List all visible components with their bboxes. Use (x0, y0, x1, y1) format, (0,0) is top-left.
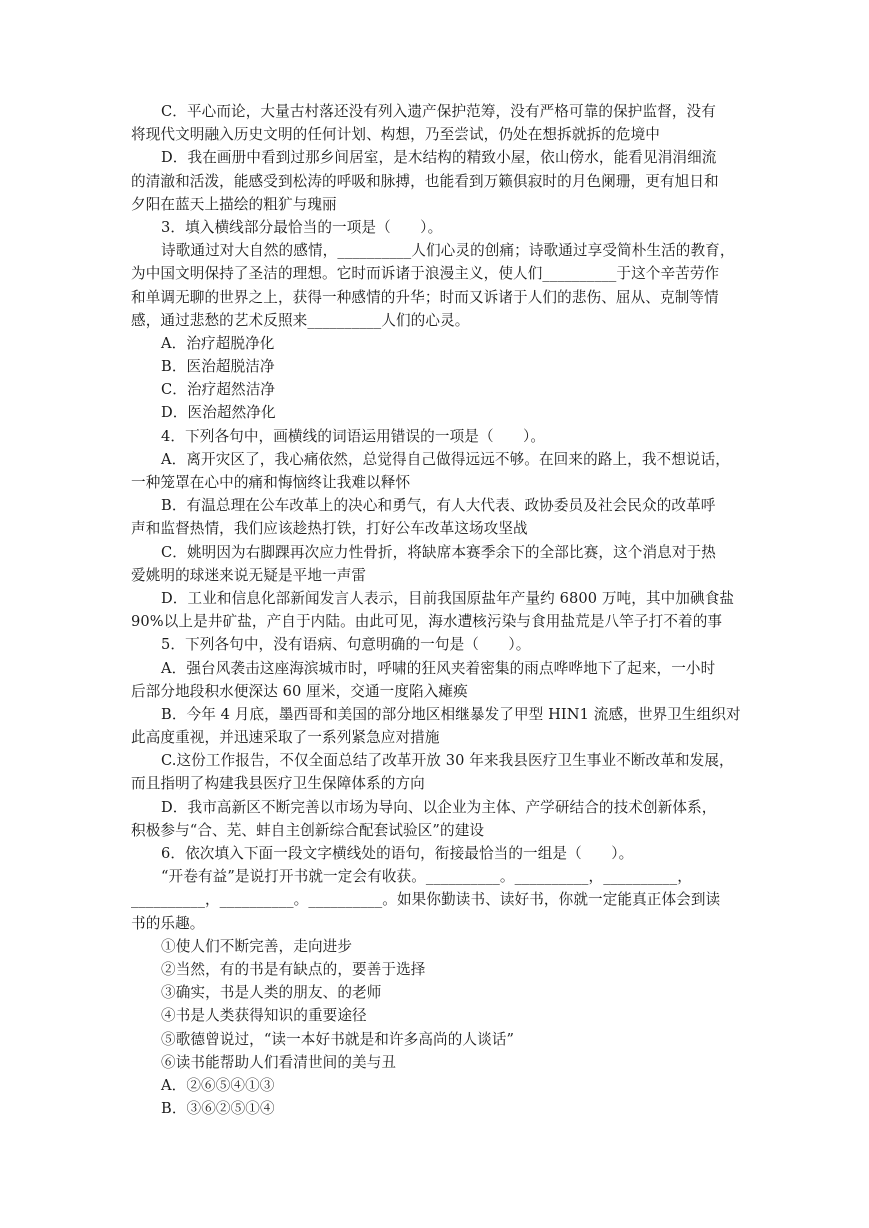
text-line: D．我在画册中看到过那乡间居室，是木结构的精致小屋，依山傍水，能看见涓涓细流 (161, 149, 717, 167)
text-line: __________，__________。__________。如果你勤读书、读好书，你就一定能真正体会到读 (131, 891, 721, 909)
text-line: D．医治超然净化 (161, 404, 276, 422)
text-line: 5．下列各句中，没有语病、句意明确的一句是（ ）。 (161, 636, 531, 654)
text-line: B．有温总理在公车改革上的决心和勇气，有人大代表、政协委员及社会民众的改革呼 (161, 497, 716, 515)
document-body (131, 100, 745, 1120)
text-line: ③确实，书是人类的朋友、的老师 (161, 984, 382, 1002)
text-line: 3．填入横线部分最恰当的一项是（ ）。 (161, 218, 443, 236)
text-line: B．③⑥②⑤①④ (161, 1100, 275, 1118)
text-line: 感，通过悲愁的艺术反照来__________人们的心灵。 (131, 311, 470, 329)
text-line: 书的乐趣。 (131, 914, 205, 932)
text-line: 的清澈和活泼，能感受到松涛的呼吸和脉搏，也能看到万籁俱寂时的月色阑珊，更有旭日和 (131, 172, 719, 190)
text-line: C．治疗超然洁净 (161, 381, 276, 399)
text-line: A．②⑥⑤④①③ (161, 1076, 275, 1094)
text-line: 一种笼罩在心中的痛和悔恼终让我难以释怀 (131, 474, 411, 491)
text-line: 爱姚明的球迷来说无疑是平地一声雷 (131, 566, 367, 584)
text-line: A．离开灾区了，我心痛依然，总觉得自己做得远远不够。在回来的路上，我不想说话， (161, 450, 731, 468)
text-line: 和单调无聊的世界之上，获得一种感情的升华；时而又诉诸于人们的悲伤、屈从、克制等情 (131, 288, 719, 306)
text-line: D．工业和信息化部新闻发言人表示，目前我国原盐年产量约 6800 万吨，其中加碘食盐 (161, 589, 735, 607)
text-line: 而且指明了构建我县医疗卫生保障体系的方向 (131, 775, 425, 793)
text-line: 夕阳在蓝天上描绘的粗犷与瑰丽 (131, 195, 337, 213)
text-line: 4．下列各句中，画横线的词语运用错误的一项是（ ）。 (161, 427, 546, 445)
text-line: C．平心而论，大量古村落还没有列入遗产保护范筹，没有严格可靠的保护监督，没有 (161, 103, 716, 120)
text-line: ⑤歌德曾说过，“读一本好书就是和许多高尚的人谈话” (161, 1030, 515, 1048)
text-line: 90%以上是井矿盐，产自于内陆。由此可见，海水遭核污染与食用盐荒是八竿子打不着的事 (131, 613, 723, 631)
text-line: 此高度重视，并迅速采取了一系列紧急应对措施 (131, 729, 440, 747)
text-line: 将现代文明融入历史文明的任何计划、构想，乃至尝试，仍处在想拆就拆的危境中 (131, 126, 660, 144)
text-line: 后部分地段积水便深达 60 厘米，交通一度陷入瘫痪 (131, 682, 468, 700)
text-line: A．治疗超脱净化 (161, 334, 275, 352)
text-line: ⑥读书能帮助人们看清世间的美与丑 (161, 1053, 397, 1071)
text-line: ②当然，有的书是有缺点的，要善于选择 (161, 960, 426, 978)
text-line: 为中国文明保持了圣洁的理想。它时而诉诸于浪漫主义，使人们__________于这个辛苦劳作 (131, 265, 720, 283)
text-line: 积极参与“合、芜、蚌自主创新综合配套试验区”的建设 (131, 821, 485, 839)
text-line: 声和监督热情，我们应该趁热打铁，打好公车改革这场攻坚战 (131, 520, 528, 538)
text-line: 诗歌通过对大自然的感情，__________人们心灵的创痛；诗歌通过享受简朴生活的教育， (161, 242, 735, 260)
text-line: C．姚明因为右脚踝再次应力性骨折，将缺席本赛季余下的全部比赛，这个消息对于热 (161, 543, 716, 561)
text-line: ④书是人类获得知识的重要途径 (161, 1007, 367, 1025)
text-line: 6．依次填入下面一段文字横线处的语句，衔接最恰当的一组是（ ）。 (161, 845, 634, 862)
text-line: B．医治超脱洁净 (161, 358, 275, 376)
text-line: “开卷有益”是说打开书就一定会有收获。__________。__________，__________， (161, 868, 692, 886)
text-line: D．我市高新区不断完善以市场为导向、以企业为主体、产学研结合的技术创新体系， (161, 798, 717, 816)
text-line: ①使人们不断完善，走向进步 (161, 937, 353, 955)
text-line: B．今年 4 月底，墨西哥和美国的部分地区相继暴发了甲型 HIN1 流感，世界卫生组织对 (161, 705, 741, 723)
text-line: A．强台风袭击这座海滨城市时，呼啸的狂风夹着密集的雨点哗哗地下了起来，一小时 (161, 659, 716, 677)
text-line: C.这份工作报告，不仅全面总结了改革开放 30 年来我县医疗卫生事业不断改革和发展， (161, 752, 734, 770)
